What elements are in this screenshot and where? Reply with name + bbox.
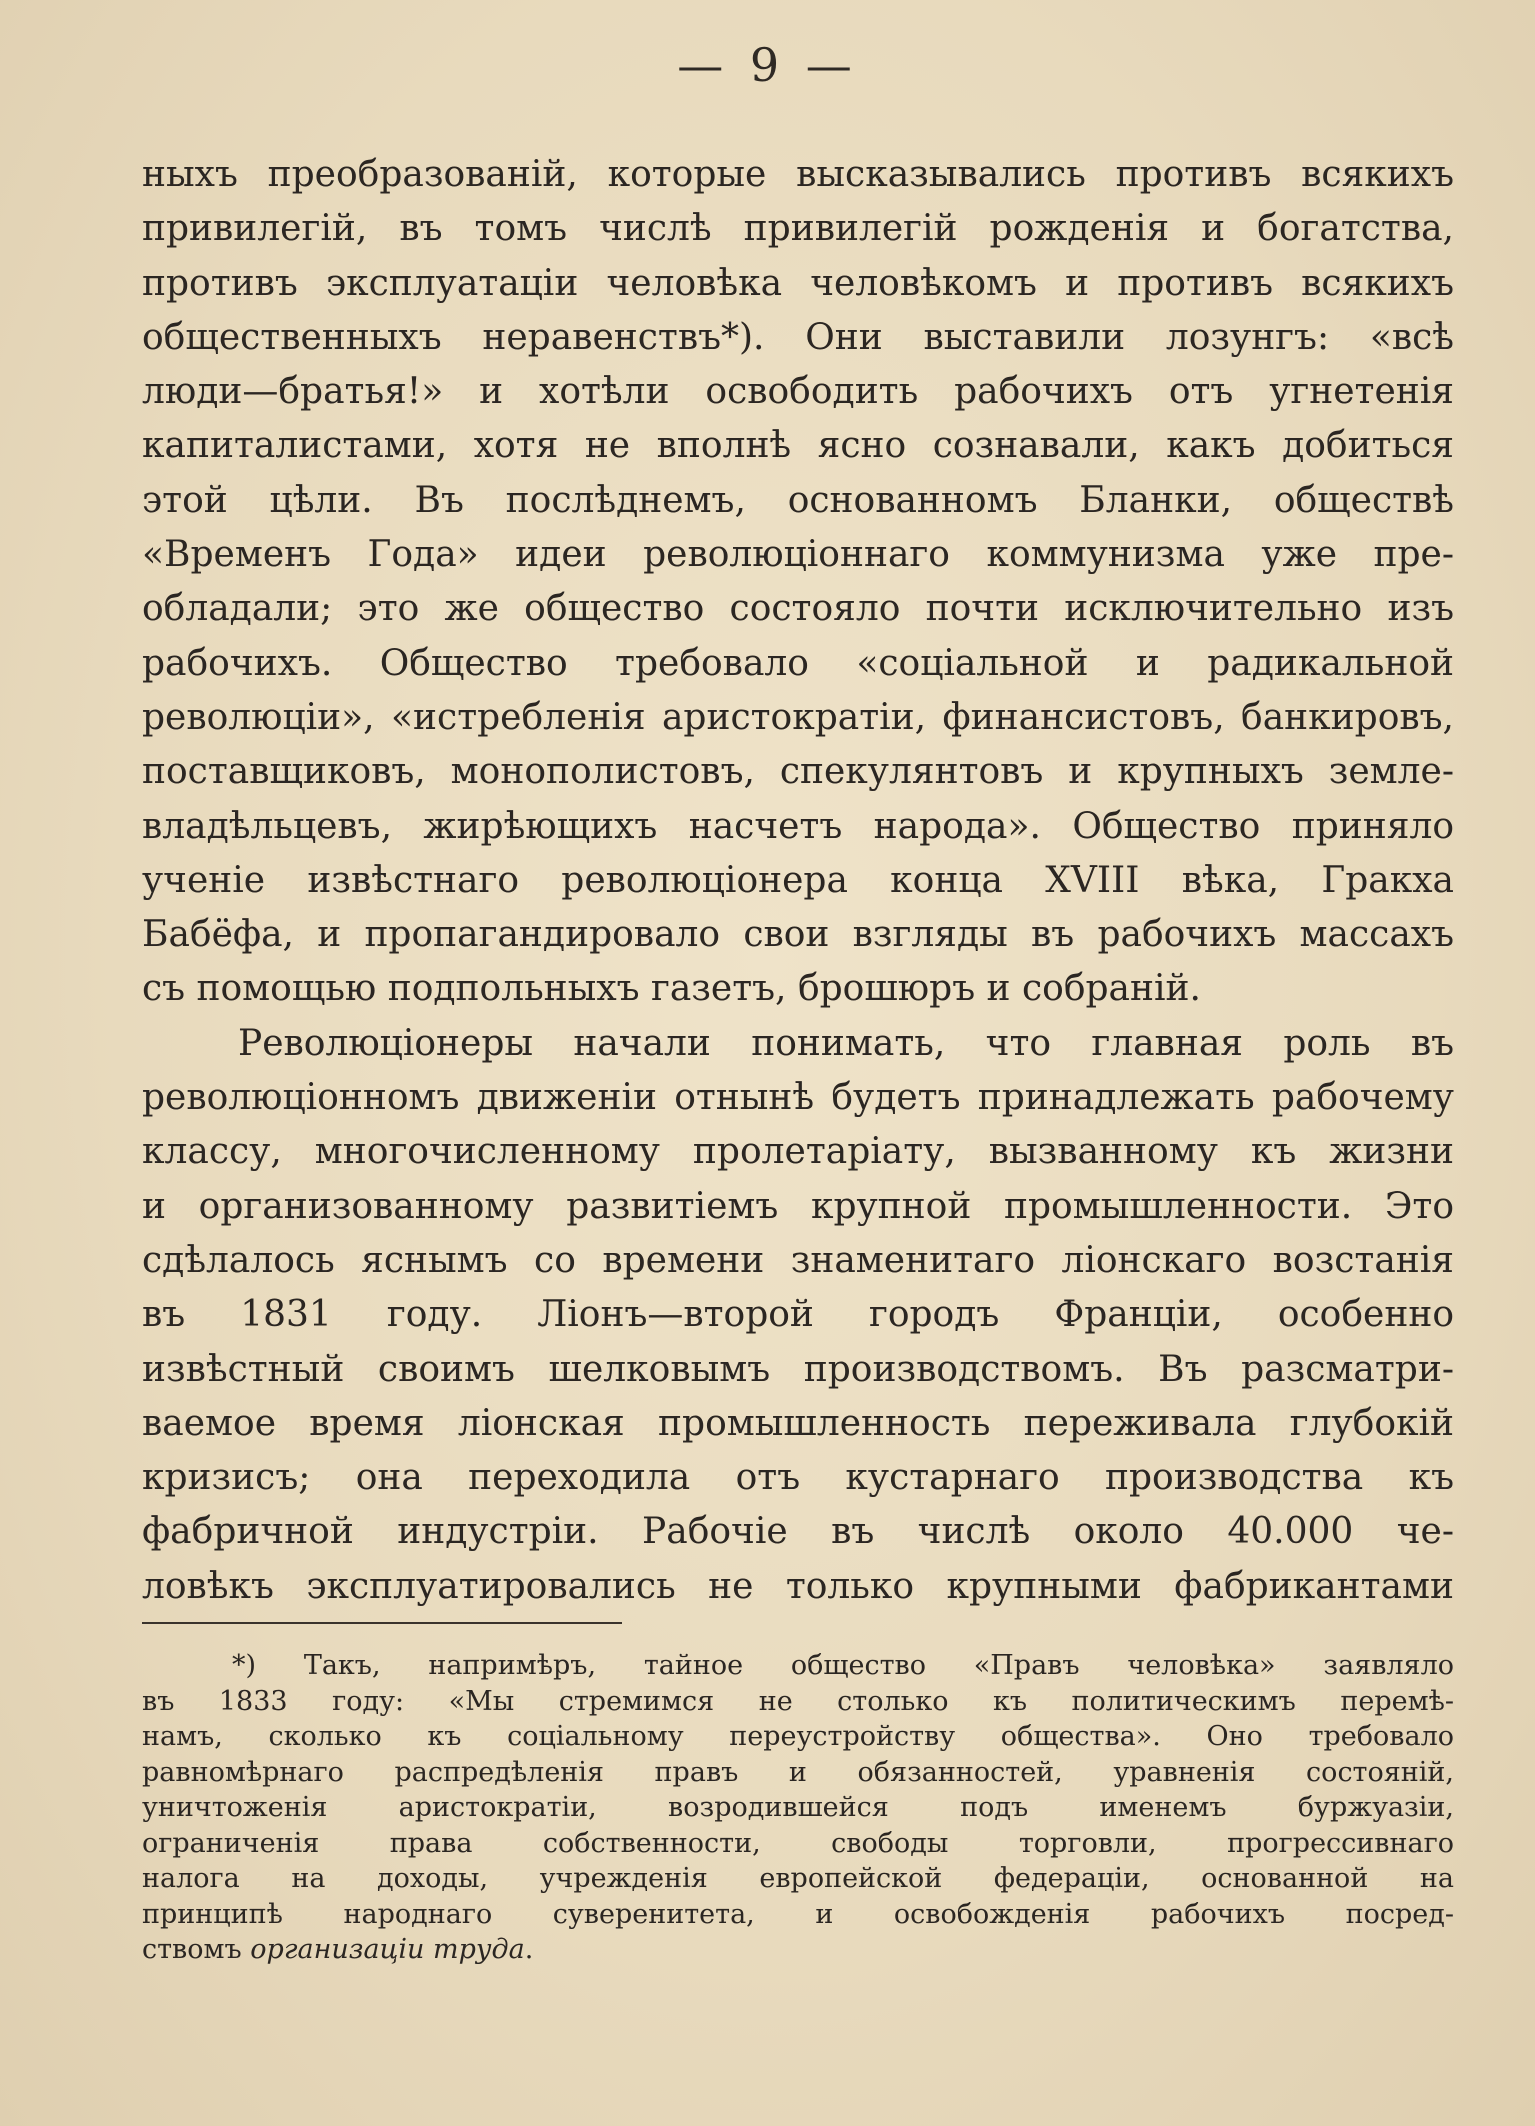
text-line: поставщиковъ, монополистовъ, спекулянтовъ и крупныхъ земле- (142, 751, 1454, 793)
text-line: въ 1831 году. Ліонъ—второй городъ Франціи, особенно (142, 1294, 1454, 1336)
footnote (142, 1648, 1454, 1968)
text-line: люди—братья!» и хотѣли освободить рабочихъ отъ угнетенія (142, 371, 1454, 413)
footnote-line: намъ, сколько къ соціальному переустройству общества». Оно требовало (142, 1721, 1454, 1752)
text-line: классу, многочисленному пролетаріату, вызванному къ жизни (142, 1131, 1454, 1173)
footnote-line: въ 1833 году: «Мы стремимся не столько къ политическимъ перемѣ- (142, 1685, 1454, 1717)
text-line: «Временъ Года» идеи революціоннаго коммунизма уже пре- (142, 534, 1454, 576)
text-line: революціи», «истребленія аристократіи, финансистовъ, банкировъ, (142, 696, 1454, 738)
text-line: ныхъ преобразованій, которые высказывались противъ всякихъ (142, 154, 1454, 195)
footnote-text: . (524, 1934, 534, 1965)
text-line: Бабёфа, и пропагандировало свои взгляды въ рабочихъ массахъ (142, 914, 1454, 956)
footnote-line (142, 1932, 1454, 1968)
text-line: ученіе извѣстнаго революціонера конца XVIII вѣка, Гракха (142, 859, 1454, 901)
footnote-line: равномѣрнаго распредѣленія правъ и обязанностей, уравненія состояній, (142, 1756, 1454, 1788)
text-line: привилегій, въ томъ числѣ привилегій рожденія и богатства, (142, 208, 1454, 250)
footnote-text: ствомъ (142, 1934, 251, 1965)
text-line: владѣльцевъ, жирѣющихъ насчетъ народа». Общество приняло (142, 805, 1454, 847)
text-line: извѣстный своимъ шелковымъ производствомъ. Въ разсматри- (142, 1348, 1454, 1390)
text-line: ваемое время ліонская промышленность переживала глубокій (142, 1402, 1454, 1444)
text-line: обладали; это же общество состояло почти исключительно изъ (142, 588, 1454, 630)
footnote-line: уничтоженія аристократіи, возродившейся подъ именемъ буржуазіи, (142, 1792, 1454, 1823)
footnote-divider (142, 1622, 622, 1624)
text-line: Революціонеры начали понимать, что главная роль въ (238, 1022, 1454, 1064)
footnote-italic-text: организаціи труда (250, 1934, 525, 1965)
page-number: — 9 — (677, 38, 858, 92)
text-line: противъ эксплуатаціи человѣка человѣкомъ и противъ всякихъ (142, 262, 1454, 304)
footnote-line: ограниченія права собственности, свободы торговли, прогрессивнаго (142, 1827, 1454, 1859)
text-line: кризисъ; она переходила отъ кустарнаго производства къ (142, 1457, 1454, 1499)
text-line: и организованному развитіемъ крупной промышленности. Это (142, 1185, 1454, 1227)
footnote-line: налога на доходы, учрежденія европейской федераціи, основанной на (142, 1863, 1454, 1894)
text-line: этой цѣли. Въ послѣднемъ, основанномъ Бланки, обществѣ (142, 479, 1454, 521)
text-line: капиталистами, хотя не вполнѣ ясно сознавали, какъ добиться (142, 425, 1454, 467)
body-text (142, 148, 1454, 1614)
text-line: фабричной индустріи. Рабочіе въ числѣ около 40.000 че- (142, 1511, 1454, 1553)
text-line: общественныхъ неравенствъ*). Они выставили лозунгъ: «всѣ (142, 316, 1454, 358)
text-line: рабочихъ. Общество требовало «соціальной и радикальной (142, 642, 1454, 684)
text-line: съ помощью подпольныхъ газетъ, брошюръ и собраній. (142, 968, 1201, 1010)
text-line: революціонномъ движеніи отнынѣ будетъ принадлежать рабочему (142, 1077, 1454, 1119)
text-line: ловѣкъ эксплуатировались не только крупными фабрикантами (142, 1565, 1454, 1607)
footnote-line: принципѣ народнаго суверенитета, и освобожденія рабочихъ посред- (142, 1898, 1454, 1930)
footnote-line: *) Такъ, напримѣръ, тайное общество «Правъ человѣка» заявляло (232, 1650, 1454, 1681)
text-line: сдѣлалось яснымъ со времени знаменитаго ліонскаго возстанія (142, 1239, 1454, 1281)
